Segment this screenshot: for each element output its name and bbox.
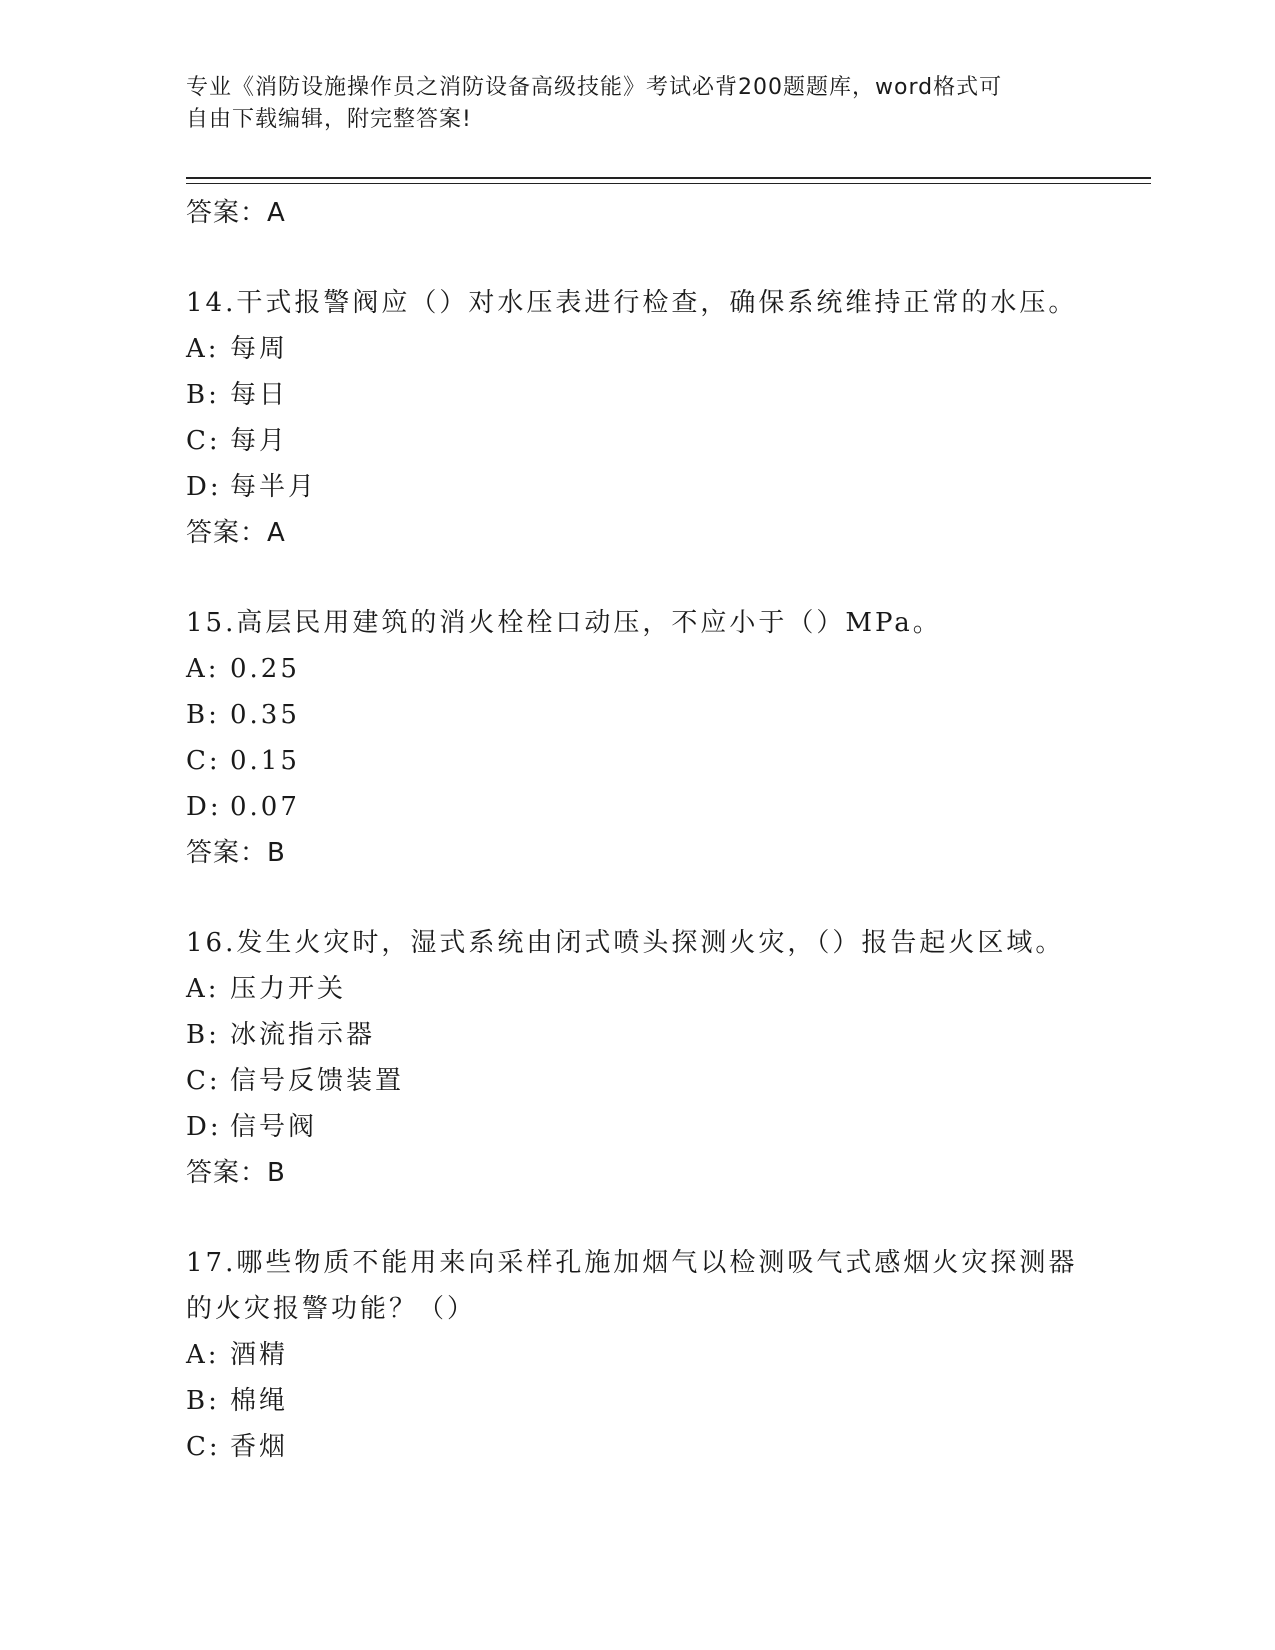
option-text: 棉绳 xyxy=(230,1386,289,1416)
option-c xyxy=(186,738,1126,784)
option-text: 0.35 xyxy=(230,700,300,730)
option-b xyxy=(186,1378,1126,1424)
option-text: 信号阀 xyxy=(230,1112,318,1142)
option-text: 0.07 xyxy=(230,792,300,822)
question-14 xyxy=(186,280,1126,556)
answer: 答案：B xyxy=(186,838,286,868)
option-text: 酒精 xyxy=(230,1340,289,1370)
option-letter: A: xyxy=(186,1340,220,1370)
option-c xyxy=(186,1424,1126,1470)
question-stem: 14.干式报警阀应（）对水压表进行检查，确保系统维持正常的水压。 xyxy=(186,288,1078,318)
header-divider-thin xyxy=(186,183,1151,184)
option-text: 每日 xyxy=(230,380,289,410)
option-text: 信号反馈装置 xyxy=(230,1066,405,1096)
intro-line-2: 自由下载编辑，附完整答案! xyxy=(186,107,472,132)
question-16 xyxy=(186,920,1126,1196)
option-text: 0.15 xyxy=(230,746,300,776)
question-15 xyxy=(186,600,1126,876)
option-letter: B: xyxy=(186,1386,220,1416)
option-text: 香烟 xyxy=(230,1432,289,1462)
option-letter: B: xyxy=(186,380,220,410)
option-letter: D: xyxy=(186,472,222,502)
option-text: 冰流指示器 xyxy=(230,1020,376,1050)
option-letter: B: xyxy=(186,1020,220,1050)
option-letter: C: xyxy=(186,426,221,456)
option-d xyxy=(186,784,1126,830)
answer: 答案：A xyxy=(186,518,286,548)
option-b xyxy=(186,372,1126,418)
option-letter: D: xyxy=(186,792,222,822)
option-text: 每月 xyxy=(230,426,289,456)
question-17 xyxy=(186,1240,1126,1470)
question-stem: 15.高层民用建筑的消火栓栓口动压，不应小于（）MPa。 xyxy=(186,608,942,638)
question-stem-line-2: 的火灾报警功能？（） xyxy=(186,1294,477,1324)
option-a xyxy=(186,646,1126,692)
question-list xyxy=(186,190,1126,1514)
document-intro xyxy=(186,72,1066,136)
option-b xyxy=(186,1012,1126,1058)
intro-line-1: 专业《消防设施操作员之消防设备高级技能》考试必背200题题库，word格式可 xyxy=(186,75,1003,100)
option-c xyxy=(186,1058,1126,1104)
option-a xyxy=(186,326,1126,372)
question-stem: 16.发生火灾时，湿式系统由闭式喷头探测火灾，（）报告起火区域。 xyxy=(186,928,1065,958)
option-d xyxy=(186,464,1126,510)
option-letter: D: xyxy=(186,1112,222,1142)
option-text: 压力开关 xyxy=(230,974,347,1004)
option-letter: A: xyxy=(186,334,220,364)
answer-previous-question: 答案：A xyxy=(186,198,286,228)
question-stem-line-1: 17.哪些物质不能用来向采样孔施加烟气以检测吸气式感烟火灾探测器 xyxy=(186,1248,1078,1278)
option-letter: A: xyxy=(186,974,220,1004)
option-c xyxy=(186,418,1126,464)
option-letter: A: xyxy=(186,654,220,684)
option-text: 每周 xyxy=(230,334,289,364)
header-divider-thick xyxy=(186,177,1151,179)
option-d xyxy=(186,1104,1126,1150)
option-letter: B: xyxy=(186,700,220,730)
answer: 答案：B xyxy=(186,1158,286,1188)
option-a xyxy=(186,966,1126,1012)
option-letter: C: xyxy=(186,1066,221,1096)
option-b xyxy=(186,692,1126,738)
option-letter: C: xyxy=(186,746,221,776)
option-text: 0.25 xyxy=(230,654,300,684)
option-text: 每半月 xyxy=(230,472,318,502)
option-letter: C: xyxy=(186,1432,221,1462)
option-a xyxy=(186,1332,1126,1378)
